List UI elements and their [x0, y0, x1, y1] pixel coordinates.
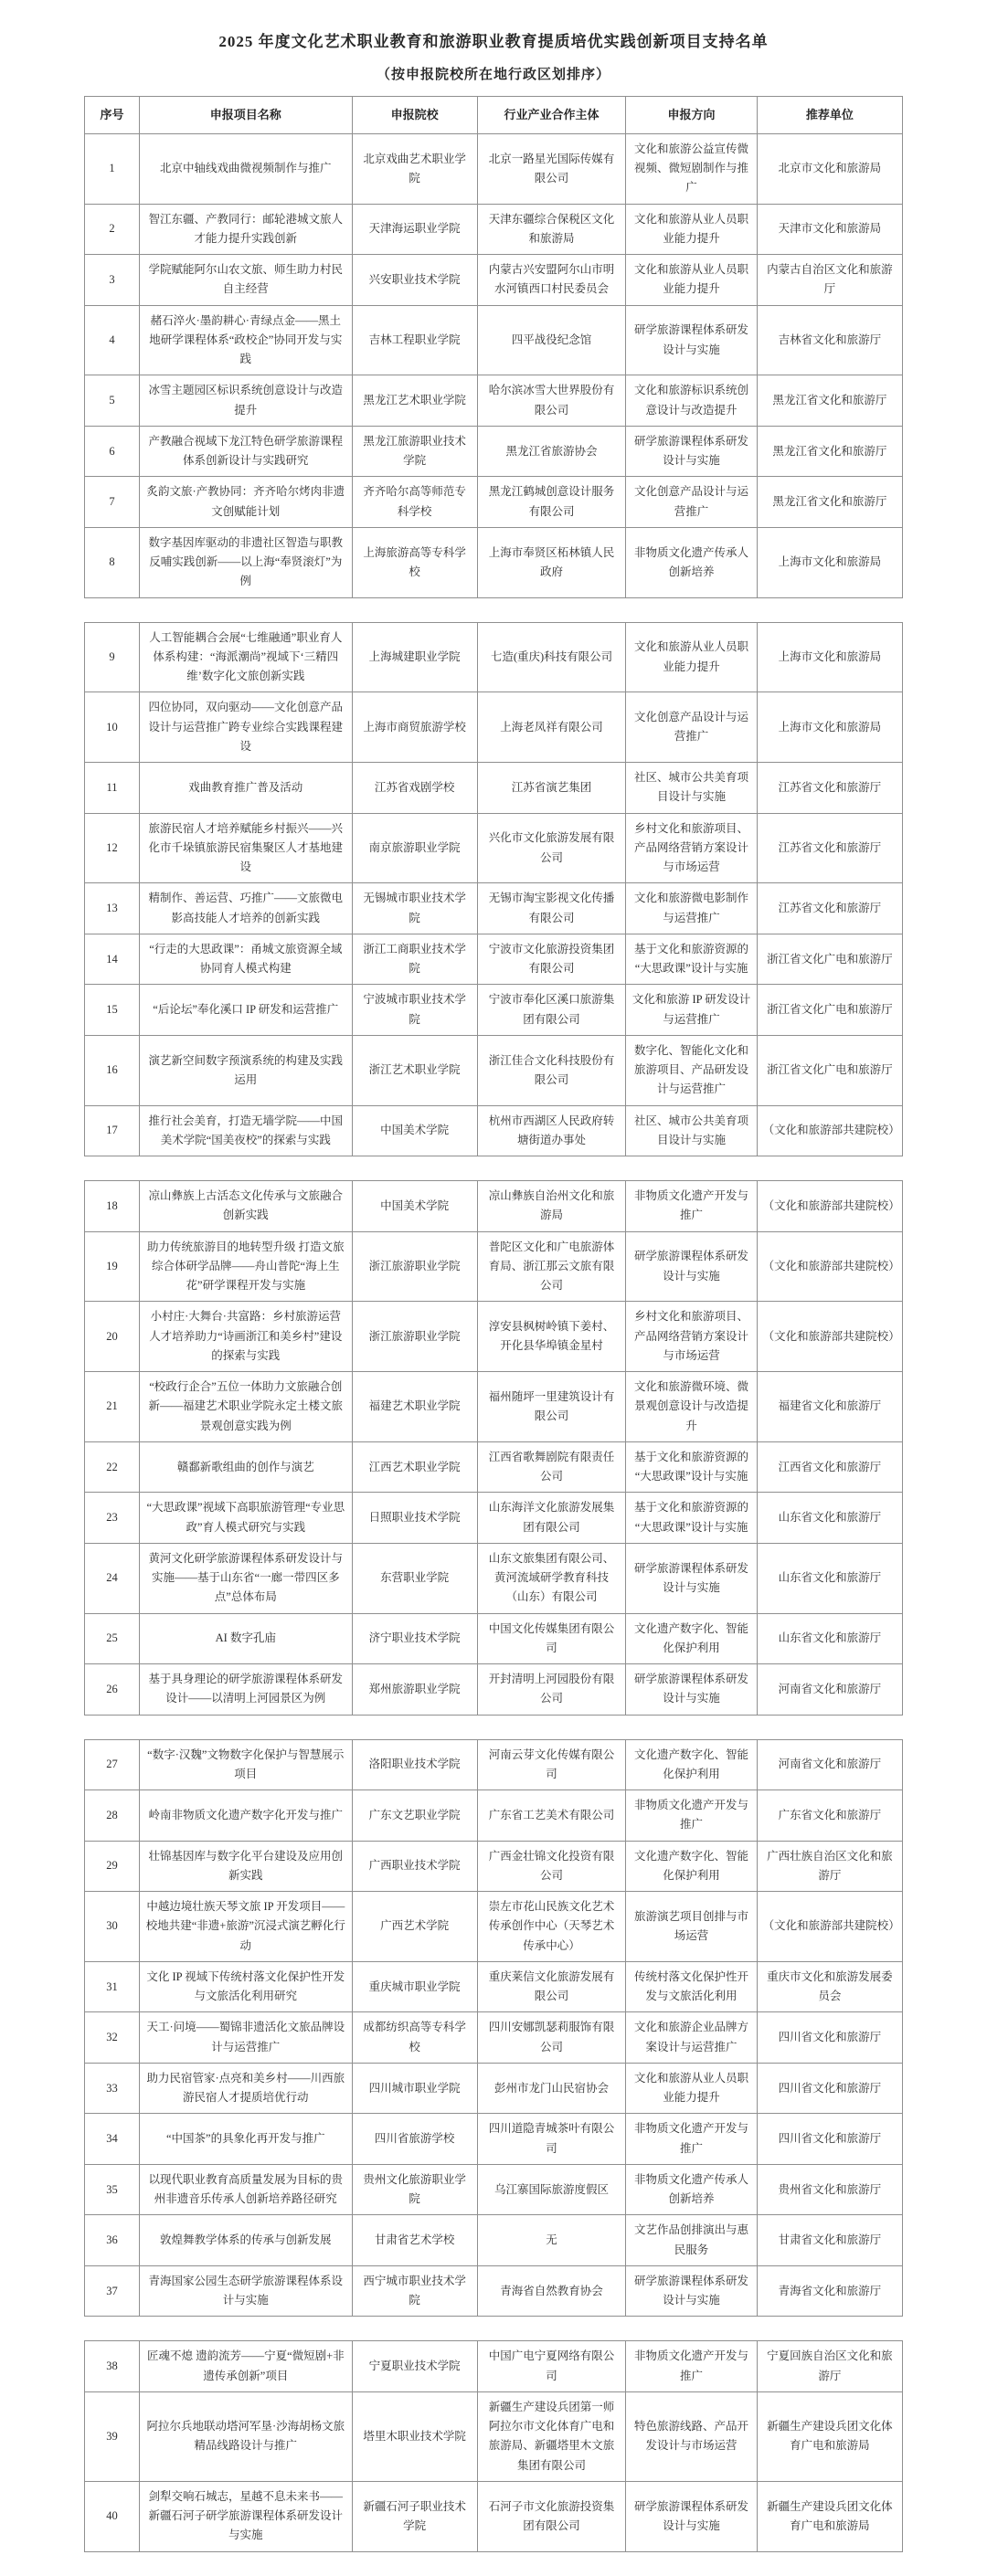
project-name-cell: 精制作、善运营、巧推广——文旅微电影高技能人才培养的创新实践: [139, 883, 352, 934]
partner-cell: 河南云芽文化传媒有限公司: [477, 1739, 626, 1790]
project-name-cell: 阿拉尔兵地联动塔河军垦·沙海胡杨文旅精品线路设计与推广: [139, 2391, 352, 2481]
column-header-6: 推荐单位: [757, 96, 902, 133]
partner-cell: 彭州市龙门山民宿协会: [477, 2063, 626, 2114]
recommender-cell: 天津市文化和旅游局: [757, 204, 902, 255]
serial-cell: 12: [85, 813, 140, 883]
project-name-cell: 学院赋能阿尔山农文旅、师生助力村民自主经营: [139, 255, 352, 306]
recommender-cell: 内蒙古自治区文化和旅游厅: [757, 255, 902, 306]
school-cell: 四川省旅游学校: [352, 2114, 477, 2165]
project-name-cell: 青海国家公园生态研学旅游课程体系设计与实施: [139, 2265, 352, 2317]
recommender-cell: 河南省文化和旅游厅: [757, 1739, 902, 1790]
recommender-cell: 江西省文化和旅游厅: [757, 1441, 902, 1493]
partner-cell: 广东省工艺美术有限公司: [477, 1790, 626, 1842]
serial-cell: 6: [85, 426, 140, 477]
recommender-cell: 山东省文化和旅游厅: [757, 1613, 902, 1664]
recommender-cell: 山东省文化和旅游厅: [757, 1543, 902, 1613]
recommender-cell: 河南省文化和旅游厅: [757, 1664, 902, 1716]
project-name-cell: 四位协同，双向驱动——文化创意产品设计与运营推广跨专业综合实践课程建设: [139, 692, 352, 763]
direction-cell: 乡村文化和旅游项目、产品网络营销方案设计与市场运营: [626, 813, 757, 883]
school-cell: 吉林工程职业学院: [352, 305, 477, 375]
school-cell: 黑龙江旅游职业技术学院: [352, 426, 477, 477]
direction-cell: 文化遗产数字化、智能化保护利用: [626, 1841, 757, 1892]
serial-cell: 24: [85, 1543, 140, 1613]
serial-cell: 7: [85, 477, 140, 528]
school-cell: 天津海运职业学院: [352, 204, 477, 255]
recommender-cell: 福建省文化和旅游厅: [757, 1372, 902, 1442]
school-cell: 日照职业技术学院: [352, 1493, 477, 1544]
page-title: 2025 年度文化艺术职业教育和旅游职业教育提质培优实践创新项目支持名单: [218, 33, 769, 50]
recommender-cell: 江苏省文化和旅游厅: [757, 763, 902, 814]
table-row: [85, 2012, 903, 2064]
project-name-cell: 壮锦基因库与数字化平台建设及应用创新实践: [139, 1841, 352, 1892]
serial-cell: 28: [85, 1790, 140, 1842]
table-row: [85, 527, 903, 597]
direction-cell: 社区、城市公共美育项目设计与实施: [626, 1105, 757, 1156]
recommender-cell: 贵州省文化和旅游厅: [757, 2164, 902, 2215]
school-cell: 新疆石河子职业技术学院: [352, 2481, 477, 2551]
school-cell: 兴安职业技术学院: [352, 255, 477, 306]
school-cell: 甘肃省艺术学校: [352, 2215, 477, 2266]
direction-cell: 非物质文化遗产开发与推广: [626, 1790, 757, 1842]
serial-cell: 10: [85, 692, 140, 763]
direction-cell: 特色旅游线路、产品开发设计与市场运营: [626, 2391, 757, 2481]
partner-cell: 黑龙江省旅游协会: [477, 426, 626, 477]
table-row: [85, 763, 903, 814]
direction-cell: 文化创意产品设计与运营推广: [626, 692, 757, 763]
serial-cell: 32: [85, 2012, 140, 2064]
school-cell: 东营职业学院: [352, 1543, 477, 1613]
recommender-cell: （文化和旅游部共建院校）: [757, 1302, 902, 1372]
recommender-cell: 浙江省文化广电和旅游厅: [757, 934, 902, 985]
partner-cell: 乌江寨国际旅游度假区: [477, 2164, 626, 2215]
direction-cell: 非物质文化遗产传承人创新培养: [626, 2164, 757, 2215]
direction-cell: 研学旅游课程体系研发设计与实施: [626, 305, 757, 375]
table-row: [85, 1613, 903, 1664]
project-name-cell: 炙韵文旅·产教协同：齐齐哈尔烤肉非遗文创赋能计划: [139, 477, 352, 528]
recommender-cell: 青海省文化和旅游厅: [757, 2265, 902, 2317]
direction-cell: 研学旅游课程体系研发设计与实施: [626, 1543, 757, 1613]
direction-cell: 文化和旅游从业人员职业能力提升: [626, 622, 757, 692]
serial-cell: 34: [85, 2114, 140, 2165]
direction-cell: 研学旅游课程体系研发设计与实施: [626, 1231, 757, 1302]
school-cell: 中国美术学院: [352, 1181, 477, 1232]
partner-cell: 四平战役纪念馆: [477, 305, 626, 375]
serial-cell: 3: [85, 255, 140, 306]
column-header-5: 申报方向: [626, 96, 757, 133]
partner-cell: 内蒙古兴安盟阿尔山市明水河镇西口村民委员会: [477, 255, 626, 306]
serial-cell: 25: [85, 1613, 140, 1664]
direction-cell: 文化和旅游微环境、微景观创意设计与改造提升: [626, 1372, 757, 1442]
serial-cell: 27: [85, 1739, 140, 1790]
serial-cell: 11: [85, 763, 140, 814]
school-cell: 上海城建职业学院: [352, 622, 477, 692]
serial-cell: 9: [85, 622, 140, 692]
partner-cell: 上海老凤祥有限公司: [477, 692, 626, 763]
project-table-section-3: [84, 1180, 903, 1716]
direction-cell: 文化遗产数字化、智能化保护利用: [626, 1613, 757, 1664]
recommender-cell: 甘肃省文化和旅游厅: [757, 2215, 902, 2266]
serial-cell: 29: [85, 1841, 140, 1892]
partner-cell: 凉山彝族自治州文化和旅游局: [477, 1181, 626, 1232]
partner-cell: 中国广电宁夏网络有限公司: [477, 2341, 626, 2392]
recommender-cell: 广东省文化和旅游厅: [757, 1790, 902, 1842]
recommender-cell: 新疆生产建设兵团文化体育广电和旅游局: [757, 2481, 902, 2551]
column-header-2: 申报项目名称: [139, 96, 352, 133]
school-cell: 上海旅游高等专科学校: [352, 527, 477, 597]
column-header-3: 申报院校: [352, 96, 477, 133]
direction-cell: 文化和旅游公益宣传微视频、微短剧制作与推广: [626, 133, 757, 204]
project-name-cell: 小村庄·大舞台·共富路：乡村旅游运营人才培养助力“诗画浙江和美乡村”建设的探索与实践: [139, 1302, 352, 1372]
recommender-cell: 山东省文化和旅游厅: [757, 1493, 902, 1544]
serial-cell: 26: [85, 1664, 140, 1716]
recommender-cell: 江苏省文化和旅游厅: [757, 813, 902, 883]
project-name-cell: 凉山彝族上古活态文化传承与文旅融合创新实践: [139, 1181, 352, 1232]
recommender-cell: （文化和旅游部共建院校）: [757, 1231, 902, 1302]
project-name-cell: 智江东疆、产教同行：邮轮港城文旅人才能力提升实践创新: [139, 204, 352, 255]
recommender-cell: 宁夏回族自治区文化和旅游厅: [757, 2341, 902, 2392]
partner-cell: 普陀区文化和广电旅游体育局、浙江那云文旅有限公司: [477, 1231, 626, 1302]
serial-cell: 38: [85, 2341, 140, 2392]
serial-cell: 15: [85, 985, 140, 1036]
table-row: [85, 2481, 903, 2551]
recommender-cell: 上海市文化和旅游局: [757, 622, 902, 692]
table-row: [85, 2391, 903, 2481]
partner-cell: 浙江佳合文化科技股份有限公司: [477, 1035, 626, 1105]
project-name-cell: 天工·问境——蜀锦非遗活化文旅品牌设计与运营推广: [139, 2012, 352, 2064]
partner-cell: 江苏省演艺集团: [477, 763, 626, 814]
direction-cell: 基于文化和旅游资源的“大思政课”设计与实施: [626, 1441, 757, 1493]
project-name-cell: 敦煌舞教学体系的传承与创新发展: [139, 2215, 352, 2266]
partner-cell: 开封清明上河园股份有限公司: [477, 1664, 626, 1716]
school-cell: 重庆城市职业学院: [352, 1961, 477, 2012]
table-row: [85, 2164, 903, 2215]
partner-cell: 广西金壮锦文化投资有限公司: [477, 1841, 626, 1892]
direction-cell: 文化遗产数字化、智能化保护利用: [626, 1739, 757, 1790]
partner-cell: 哈尔滨冰雪大世界股份有限公司: [477, 375, 626, 427]
direction-cell: 文化和旅游从业人员职业能力提升: [626, 255, 757, 306]
serial-cell: 8: [85, 527, 140, 597]
school-cell: 北京戏曲艺术职业学院: [352, 133, 477, 204]
school-cell: 黑龙江艺术职业学院: [352, 375, 477, 427]
table-row: [85, 2215, 903, 2266]
direction-cell: 文化创意产品设计与运营推广: [626, 477, 757, 528]
table-row: [85, 883, 903, 934]
school-cell: 成都纺织高等专科学校: [352, 2012, 477, 2064]
school-cell: 浙江艺术职业学院: [352, 1035, 477, 1105]
direction-cell: 旅游演艺项目创排与市场运营: [626, 1892, 757, 1962]
partner-cell: 新疆生产建设兵团第一师阿拉尔市文化体育广电和旅游局、新疆塔里木文旅集团有限公司: [477, 2391, 626, 2481]
partner-cell: 无: [477, 2215, 626, 2266]
serial-cell: 35: [85, 2164, 140, 2215]
direction-cell: 社区、城市公共美育项目设计与实施: [626, 763, 757, 814]
partner-cell: 宁波市奉化区溪口旅游集团有限公司: [477, 985, 626, 1036]
project-name-cell: “校政行企合”五位一体助力文旅融合创新——福建艺术职业学院永定土楼文旅景观创意实践为例: [139, 1372, 352, 1442]
direction-cell: 非物质文化遗产开发与推广: [626, 2341, 757, 2392]
school-cell: 广西艺术学院: [352, 1892, 477, 1962]
school-cell: 四川城市职业学院: [352, 2063, 477, 2114]
direction-cell: 传统村落文化保护性开发与文旅活化利用: [626, 1961, 757, 2012]
recommender-cell: 吉林省文化和旅游厅: [757, 305, 902, 375]
table-row: [85, 1543, 903, 1613]
recommender-cell: （文化和旅游部共建院校）: [757, 1105, 902, 1156]
serial-cell: 1: [85, 133, 140, 204]
serial-cell: 36: [85, 2215, 140, 2266]
serial-cell: 40: [85, 2481, 140, 2551]
serial-cell: 17: [85, 1105, 140, 1156]
recommender-cell: 北京市文化和旅游局: [757, 133, 902, 204]
project-name-cell: AI 数字孔庙: [139, 1613, 352, 1664]
table-row: [85, 375, 903, 427]
project-name-cell: 演艺新空间数字预演系统的构建及实践运用: [139, 1035, 352, 1105]
partner-cell: 黑龙江鹤城创意设计服务有限公司: [477, 477, 626, 528]
partner-cell: 北京一路星光国际传媒有限公司: [477, 133, 626, 204]
partner-cell: 宁波市文化旅游投资集团有限公司: [477, 934, 626, 985]
project-table-section-1: [84, 96, 903, 598]
direction-cell: 研学旅游课程体系研发设计与实施: [626, 2265, 757, 2317]
recommender-cell: （文化和旅游部共建院校）: [757, 1892, 902, 1962]
table-row: [85, 255, 903, 306]
direction-cell: 非物质文化遗产传承人创新培养: [626, 527, 757, 597]
project-table-section-5: [84, 2340, 903, 2551]
school-cell: 江西艺术职业学院: [352, 1441, 477, 1493]
table-row: [85, 1035, 903, 1105]
direction-cell: 研学旅游课程体系研发设计与实施: [626, 1664, 757, 1716]
school-cell: 中国美术学院: [352, 1105, 477, 1156]
recommender-cell: 广西壮族自治区文化和旅游厅: [757, 1841, 902, 1892]
direction-cell: 文化和旅游从业人员职业能力提升: [626, 2063, 757, 2114]
serial-cell: 23: [85, 1493, 140, 1544]
table-row: [85, 692, 903, 763]
table-row: [85, 1841, 903, 1892]
table-row: [85, 305, 903, 375]
project-table-section-2: [84, 622, 903, 1157]
project-name-cell: 文化 IP 视域下传统村落文化保护性开发与文旅活化利用研究: [139, 1961, 352, 2012]
project-name-cell: “大思政课”视域下高职旅游管理“专业思政”育人模式研究与实践: [139, 1493, 352, 1544]
table-row: [85, 1664, 903, 1716]
header-row: [85, 96, 903, 133]
direction-cell: 文化和旅游企业品牌方案设计与运营推广: [626, 2012, 757, 2064]
project-name-cell: 数字基因库驱动的非遗社区智造与职教反哺实践创新——以上海“奉贤滚灯”为例: [139, 527, 352, 597]
recommender-cell: 浙江省文化广电和旅游厅: [757, 1035, 902, 1105]
school-cell: 郑州旅游职业学院: [352, 1664, 477, 1716]
partner-cell: 天津东疆综合保税区文化和旅游局: [477, 204, 626, 255]
serial-cell: 4: [85, 305, 140, 375]
partner-cell: 兴化市文化旅游发展有限公司: [477, 813, 626, 883]
project-name-cell: “中国茶”的具象化再开发与推广: [139, 2114, 352, 2165]
project-name-cell: 黄河文化研学旅游课程体系研发设计与实施——基于山东省“一廊一带四区多点”总体布局: [139, 1543, 352, 1613]
partner-cell: 崇左市花山民族文化艺术传承创作中心（天琴艺术传承中心）: [477, 1892, 626, 1962]
school-cell: 南京旅游职业学院: [352, 813, 477, 883]
table-row: [85, 622, 903, 692]
direction-cell: 研学旅游课程体系研发设计与实施: [626, 2481, 757, 2551]
serial-cell: 18: [85, 1181, 140, 1232]
partner-cell: 七造(重庆)科技有限公司: [477, 622, 626, 692]
project-name-cell: 北京中轴线戏曲微视频制作与推广: [139, 133, 352, 204]
partner-cell: 重庆莱信文化旅游发展有限公司: [477, 1961, 626, 2012]
recommender-cell: 浙江省文化广电和旅游厅: [757, 985, 902, 1036]
recommender-cell: 上海市文化和旅游局: [757, 692, 902, 763]
project-name-cell: 以现代职业教育高质量发展为目标的贵州非遗音乐传承人创新培养路径研究: [139, 2164, 352, 2215]
project-name-cell: 中越边境壮族天琴文旅 IP 开发项目——校地共建“非遗+旅游”沉浸式演艺孵化行动: [139, 1892, 352, 1962]
column-header-1: 序号: [85, 96, 140, 133]
project-name-cell: 冰雪主题园区标识系统创意设计与改造提升: [139, 375, 352, 427]
project-name-cell: “后论坛”奉化溪口 IP 研发和运营推广: [139, 985, 352, 1036]
recommender-cell: 黑龙江省文化和旅游厅: [757, 375, 902, 427]
recommender-cell: 新疆生产建设兵团文化体育广电和旅游局: [757, 2391, 902, 2481]
school-cell: 塔里木职业技术学院: [352, 2391, 477, 2481]
serial-cell: 39: [85, 2391, 140, 2481]
school-cell: 贵州文化旅游职业学院: [352, 2164, 477, 2215]
project-name-cell: 助力民宿管家·点亮和美乡村——川西旅游民宿人才提质培优行动: [139, 2063, 352, 2114]
serial-cell: 5: [85, 375, 140, 427]
table-row: [85, 2265, 903, 2317]
table-row: [85, 1441, 903, 1493]
school-cell: 福建艺术职业学院: [352, 1372, 477, 1442]
recommender-cell: 黑龙江省文化和旅游厅: [757, 426, 902, 477]
partner-cell: 无锡市淘宝影视文化传播有限公司: [477, 883, 626, 934]
direction-cell: 文化和旅游标识系统创意设计与改造提升: [626, 375, 757, 427]
direction-cell: 乡村文化和旅游项目、产品网络营销方案设计与市场运营: [626, 1302, 757, 1372]
project-name-cell: 人工智能耦合会展“七维融通”职业育人体系构建：“海派潮尚”视域下‘三精四维’数字化文旅创新实践: [139, 622, 352, 692]
recommender-cell: 上海市文化和旅游局: [757, 527, 902, 597]
page-subtitle: （按申报院校所在地行政区划排序）: [376, 67, 610, 82]
direction-cell: 文化和旅游从业人员职业能力提升: [626, 204, 757, 255]
serial-cell: 20: [85, 1302, 140, 1372]
serial-cell: 19: [85, 1231, 140, 1302]
table-row: [85, 2341, 903, 2392]
school-cell: 广东文艺职业学院: [352, 1790, 477, 1842]
serial-cell: 14: [85, 934, 140, 985]
project-name-cell: 岭南非物质文化遗产数字化开发与推广: [139, 1790, 352, 1842]
partner-cell: 四川安娜凯瑟莉服饰有限公司: [477, 2012, 626, 2064]
school-cell: 西宁城市职业技术学院: [352, 2265, 477, 2317]
project-name-cell: “数字·汉魏”文物数字化保护与智慧展示项目: [139, 1739, 352, 1790]
project-name-cell: 产教融合视域下龙江特色研学旅游课程体系创新设计与实践研究: [139, 426, 352, 477]
table-row: [85, 1493, 903, 1544]
school-cell: 江苏省戏剧学校: [352, 763, 477, 814]
serial-cell: 21: [85, 1372, 140, 1442]
recommender-cell: 四川省文化和旅游厅: [757, 2114, 902, 2165]
table-row: [85, 1739, 903, 1790]
table-row: [85, 2114, 903, 2165]
serial-cell: 2: [85, 204, 140, 255]
serial-cell: 37: [85, 2265, 140, 2317]
project-name-cell: 助力传统旅游目的地转型升级 打造文旅综合体研学品牌——舟山普陀“海上生花”研学课程开发与实施: [139, 1231, 352, 1302]
school-cell: 无锡城市职业技术学院: [352, 883, 477, 934]
table-row: [85, 2063, 903, 2114]
project-name-cell: 推行社会美育，打造无墙学院——中国美术学院“国美夜校”的探索与实践: [139, 1105, 352, 1156]
school-cell: 宁夏职业技术学院: [352, 2341, 477, 2392]
serial-cell: 16: [85, 1035, 140, 1105]
recommender-cell: 重庆市文化和旅游发展委员会: [757, 1961, 902, 2012]
direction-cell: 研学旅游课程体系研发设计与实施: [626, 426, 757, 477]
serial-cell: 31: [85, 1961, 140, 2012]
serial-cell: 22: [85, 1441, 140, 1493]
school-cell: 浙江旅游职业学院: [352, 1302, 477, 1372]
partner-cell: 山东文旅集团有限公司、黄河流域研学教育科技（山东）有限公司: [477, 1543, 626, 1613]
recommender-cell: 四川省文化和旅游厅: [757, 2063, 902, 2114]
school-cell: 上海市商贸旅游学校: [352, 692, 477, 763]
project-name-cell: 赭石淬火·墨韵耕心·青绿点金——黑土地研学课程体系“政校企”协同开发与实践: [139, 305, 352, 375]
partner-cell: 石河子市文化旅游投资集团有限公司: [477, 2481, 626, 2551]
table-sections: [84, 96, 903, 2552]
project-name-cell: 赣鄱新歌组曲的创作与演艺: [139, 1441, 352, 1493]
recommender-cell: 江苏省文化和旅游厅: [757, 883, 902, 934]
partner-cell: 中国文化传媒集团有限公司: [477, 1613, 626, 1664]
partner-cell: 淳安县枫树岭镇下姜村、开化县华埠镇金星村: [477, 1302, 626, 1372]
school-cell: 宁波城市职业技术学院: [352, 985, 477, 1036]
table-row: [85, 934, 903, 985]
recommender-cell: （文化和旅游部共建院校）: [757, 1181, 902, 1232]
table-row: [85, 426, 903, 477]
table-row: [85, 1372, 903, 1442]
project-name-cell: 基于具身理论的研学旅游课程体系研发设计——以清明上河园景区为例: [139, 1664, 352, 1716]
partner-cell: 山东海洋文化旅游发展集团有限公司: [477, 1493, 626, 1544]
direction-cell: 非物质文化遗产开发与推广: [626, 1181, 757, 1232]
school-cell: 浙江旅游职业学院: [352, 1231, 477, 1302]
table-row: [85, 1105, 903, 1156]
column-header-4: 行业产业合作主体: [477, 96, 626, 133]
table-row: [85, 813, 903, 883]
table-row: [85, 1892, 903, 1962]
direction-cell: 文化和旅游微电影制作与运营推广: [626, 883, 757, 934]
table-row: [85, 1231, 903, 1302]
school-cell: 浙江工商职业技术学院: [352, 934, 477, 985]
direction-cell: 非物质文化遗产开发与推广: [626, 2114, 757, 2165]
project-name-cell: 匠魂不熄 遗韵流芳——宁夏“微短剧+非遗传承创新”项目: [139, 2341, 352, 2392]
direction-cell: 文化和旅游 IP 研发设计与运营推广: [626, 985, 757, 1036]
school-cell: 齐齐哈尔高等师范专科学校: [352, 477, 477, 528]
partner-cell: 青海省自然教育协会: [477, 2265, 626, 2317]
table-row: [85, 204, 903, 255]
recommender-cell: 四川省文化和旅游厅: [757, 2012, 902, 2064]
document: [84, 0, 903, 2552]
partner-cell: 四川道隐青城茶叶有限公司: [477, 2114, 626, 2165]
direction-cell: 数字化、智能化文化和旅游项目、产品研发设计与运营推广: [626, 1035, 757, 1105]
school-cell: 广西职业技术学院: [352, 1841, 477, 1892]
project-name-cell: 戏曲教育推广普及活动: [139, 763, 352, 814]
project-name-cell: 剑犁交响石城志，星越不息未来书——新疆石河子研学旅游课程体系研发设计与实施: [139, 2481, 352, 2551]
serial-cell: 33: [85, 2063, 140, 2114]
table-row: [85, 985, 903, 1036]
project-name-cell: “行走的大思政课”：甬城文旅资源全域协同育人模式构建: [139, 934, 352, 985]
project-table-section-4: [84, 1739, 903, 2317]
partner-cell: 江西省歌舞剧院有限责任公司: [477, 1441, 626, 1493]
partner-cell: 福州随坪一里建筑设计有限公司: [477, 1372, 626, 1442]
table-row: [85, 477, 903, 528]
table-row: [85, 1790, 903, 1842]
serial-cell: 30: [85, 1892, 140, 1962]
table-row: [85, 1181, 903, 1232]
partner-cell: 上海市奉贤区柘林镇人民政府: [477, 527, 626, 597]
serial-cell: 13: [85, 883, 140, 934]
recommender-cell: 黑龙江省文化和旅游厅: [757, 477, 902, 528]
partner-cell: 杭州市西湖区人民政府转塘街道办事处: [477, 1105, 626, 1156]
table-row: [85, 1961, 903, 2012]
table-row: [85, 1302, 903, 1372]
table-row: [85, 133, 903, 204]
direction-cell: 文艺作品创排演出与惠民服务: [626, 2215, 757, 2266]
project-name-cell: 旅游民宿人才培养赋能乡村振兴——兴化市千垛镇旅游民宿集聚区人才基地建设: [139, 813, 352, 883]
direction-cell: 基于文化和旅游资源的“大思政课”设计与实施: [626, 1493, 757, 1544]
school-cell: 济宁职业技术学院: [352, 1613, 477, 1664]
school-cell: 洛阳职业技术学院: [352, 1739, 477, 1790]
direction-cell: 基于文化和旅游资源的“大思政课”设计与实施: [626, 934, 757, 985]
